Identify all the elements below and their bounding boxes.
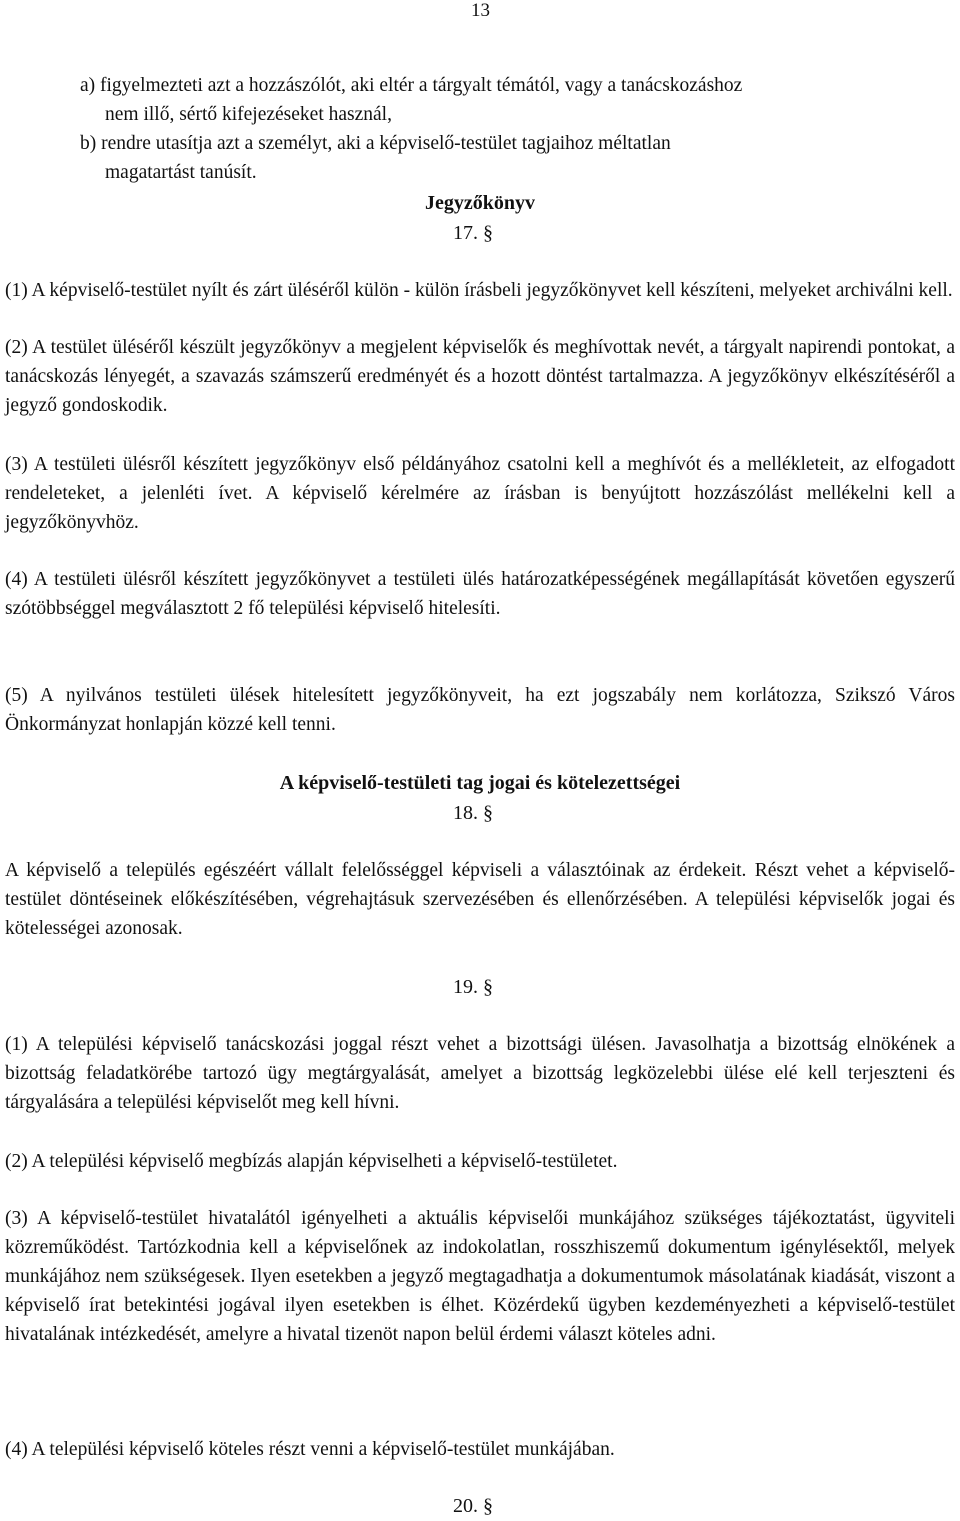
section-number-17: 17. § [453,222,493,244]
paragraph-19-3: (3) A képviselő-testület hivatalától igényelheti a aktuális képviselői munkájához szükséges tájékoztatást, ügyviteli közreműködést. Tartózkodnia kell a képviselőnek az indokolatlan, rosszhiszemű dokumentum igénylésektől, melyek munkájához nem szükségesek. Ilyen esetekben a jegyző megtagadhatja a dokumentumok másolatának kiadását, viszont a képviselő írat betekintési jogával ilyen esetekben is élhet. Közérdekű ügyben kezdeményezheti a képviselő-testület hivatalának intézkedését, amelyre a hivatal tizenöt napon belül érdemi választ köteles adni. [5,1208,955,1345]
paragraph-17-1: (1) A képviselő-testület nyílt és zárt üléséről külön - külön írásbeli jegyzőkönyvet kell készíteni, melyeket archiválni kell. [5,280,953,301]
section-heading-kepviselo-jogai: A képviselő-testületi tag jogai és kötelezettségei [279,772,681,794]
page-number: 13 [471,0,490,21]
section-heading-jegyzokonyv: Jegyzőkönyv [425,192,535,214]
list-item-a-line2: nem illő, sértő kifejezéseket használ, [105,104,392,125]
section-number-18: 18. § [453,802,493,824]
paragraph-17-4: (4) A testületi ülésről készített jegyzőkönyvet a testületi ülés határozatképességének megállapítását követően egyszerű szótöbbséggel megválasztott 2 fő települési képviselő hitelesíti. [5,569,955,619]
paragraph-19-1: (1) A települési képviselő tanácskozási joggal részt vehet a bizottsági ülésen. Javasolhatja a bizottság elnökének a bizottság feladatkörébe tartozó ügy megtárgyalását, amelyet a bizottság legközelebbi ülése elé kell terjeszteni és tárgyalására a települési képviselőt meg kell hívni. [5,1034,955,1113]
list-item-b-line1: b) rendre utasítja azt a személyt, aki a képviselő-testület tagjaihoz méltatlan [80,133,671,154]
paragraph-19-4: (4) A települési képviselő köteles részt venni a képviselő-testület munkájában. [5,1439,615,1460]
list-item-b-line2: magatartást tanúsít. [105,162,257,183]
paragraph-17-5: (5) A nyilvános testületi ülések hitelesített jegyzőkönyveit, ha ezt jogszabály nem korlátozza, Szikszó Város Önkormányzat honlapján közzé kell tenni. [5,685,955,735]
paragraph-19-2: (2) A települési képviselő megbízás alapján képviselheti a képviselő-testületet. [5,1151,618,1172]
section-number-19: 19. § [453,976,493,998]
paragraph-17-3: (3) A testületi ülésről készített jegyzőkönyv első példányához csatolni kell a meghívót és a mellékleteit, az elfogadott rendeleteket, a jelenléti ívet. A képviselő kérelmére az írásban is benyújtott hozzászólást mellékelni kell a jegyzőkönyvhöz. [5,454,955,533]
enumerated-list [80,71,960,187]
paragraph-17-2: (2) A testület üléséről készült jegyzőkönyv a megjelent képviselők és meghívottak nevét, a tárgyalt napirendi pontokat, a tanácskozás lényegét, a szavazás számszerű eredményét és a hozott döntést tartalmazza. A jegyzőkönyv elkészítéséről a jegyző gondoskodik. [5,337,955,416]
list-item-a-line1: a) figyelmezteti azt a hozzászólót, aki eltér a tárgyalt témától, vagy a tanácskozáshoz [80,75,743,96]
paragraph-18: A képviselő a település egészéért vállalt felelősséggel képviseli a választóinak az érdekeit. Részt vehet a képviselő-testület döntéseinek előkészítésében, végrehajtásuk szervezésében és ellenőrzésében. A települési képviselők jogai és kötelességei azonosak. [5,860,955,939]
section-number-20: 20. § [453,1495,493,1517]
